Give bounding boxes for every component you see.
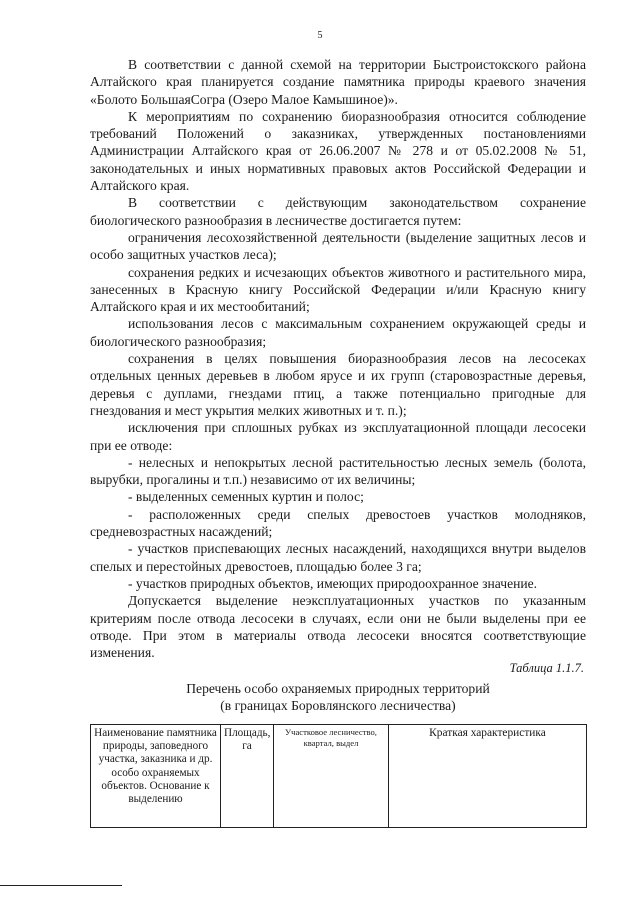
protected-areas-table	[90, 724, 587, 828]
paragraph: - расположенных среди спелых древостоев участков молодняков, средневозрастных насаждений;	[90, 506, 586, 540]
paragraph: - участков природных объектов, имеющих природоохранное значение.	[128, 575, 538, 591]
page-number: 5	[317, 30, 323, 41]
table-label: Таблица 1.1.7.	[509, 661, 584, 675]
paragraph: В соответствии с данной схемой на территории Быстроистокского района Алтайского края планируется создание памятника природы краевого значения «Болото БольшаяСогра (Озеро Малое Камышиное)».	[90, 57, 586, 107]
paragraph: - нелесных и непокрытых лесной растительностью лесных земель (болота, вырубки, прогалины и т.п.) независимо от их величины;	[90, 454, 586, 488]
paragraph: - участков приспевающих лесных насаждений, находящихся внутри выделов спелых и перестойных древостоев, площадью более 3 га;	[90, 541, 586, 574]
paragraph: сохранения редких и исчезающих объектов животного и растительного мира, занесенных в Красную книгу Российской Федерации и/или Красную книгу Алтайского края и их местообитаний;	[90, 264, 586, 315]
table-header-row	[91, 725, 587, 828]
footnote-separator	[0, 885, 122, 886]
table-title-line: (в границах Боровлянского лесничества)	[220, 698, 456, 713]
paragraph: Допускается выделение неэксплуатационных участков по указанным критериям после отвода лесосеки в случаях, если они не были выделены при ее отводе. При этом в материалы отвода лесосеки вносятся соответствующие изменения.	[90, 593, 586, 661]
table-title	[90, 680, 586, 714]
paragraph: В соответствии с действующим законодательством сохранение биологического разнообразия в лесничестве достигается путем:	[90, 195, 586, 228]
paragraph: ограничения лесохозяйственной деятельности (выделение защитных лесов и особо защитных участков леса);	[90, 229, 586, 263]
header-area: Площадь, га	[221, 725, 274, 828]
paragraph: - выделенных семенных куртин и полос;	[128, 489, 364, 505]
body-text	[90, 56, 586, 661]
paragraph: сохранения в целях повышения биоразнообразия лесов на лесосеках отдельных ценных деревьев в любом ярусе и их групп (старовозрастные деревья, деревья с дуплами, гнездами птиц, а также потенциально пригодные для гнездования и мест укрытия мелких животных и т. п.);	[90, 351, 586, 418]
paragraph: исключения при сплошных рубках из эксплуатационной площади лесосеки при ее отводе:	[90, 420, 586, 453]
paragraph: использования лесов с максимальным сохранением окружающей среды и биологического разнообразия;	[90, 316, 586, 349]
header-location: Участковое лесничество, квартал, выдел	[274, 725, 389, 828]
header-name: Наименование памятника природы, заповедного участка, заказника и др. особо охраняемых объектов. Основание к выделению	[91, 725, 221, 828]
paragraph: К мероприятиям по сохранению биоразнообразия относится соблюдение требований Положений о заказниках, утвержденных постановлениями Администрации Алтайского края от 26.06.2007 № 278 и от 05.02.2008 № 51, законодательных и иных нормативных правовых актов Российской Федерации и Алтайского края.	[90, 108, 586, 194]
table-title-line: Перечень особо охраняемых природных территорий	[186, 681, 490, 696]
header-description: Краткая характеристика	[389, 725, 587, 828]
